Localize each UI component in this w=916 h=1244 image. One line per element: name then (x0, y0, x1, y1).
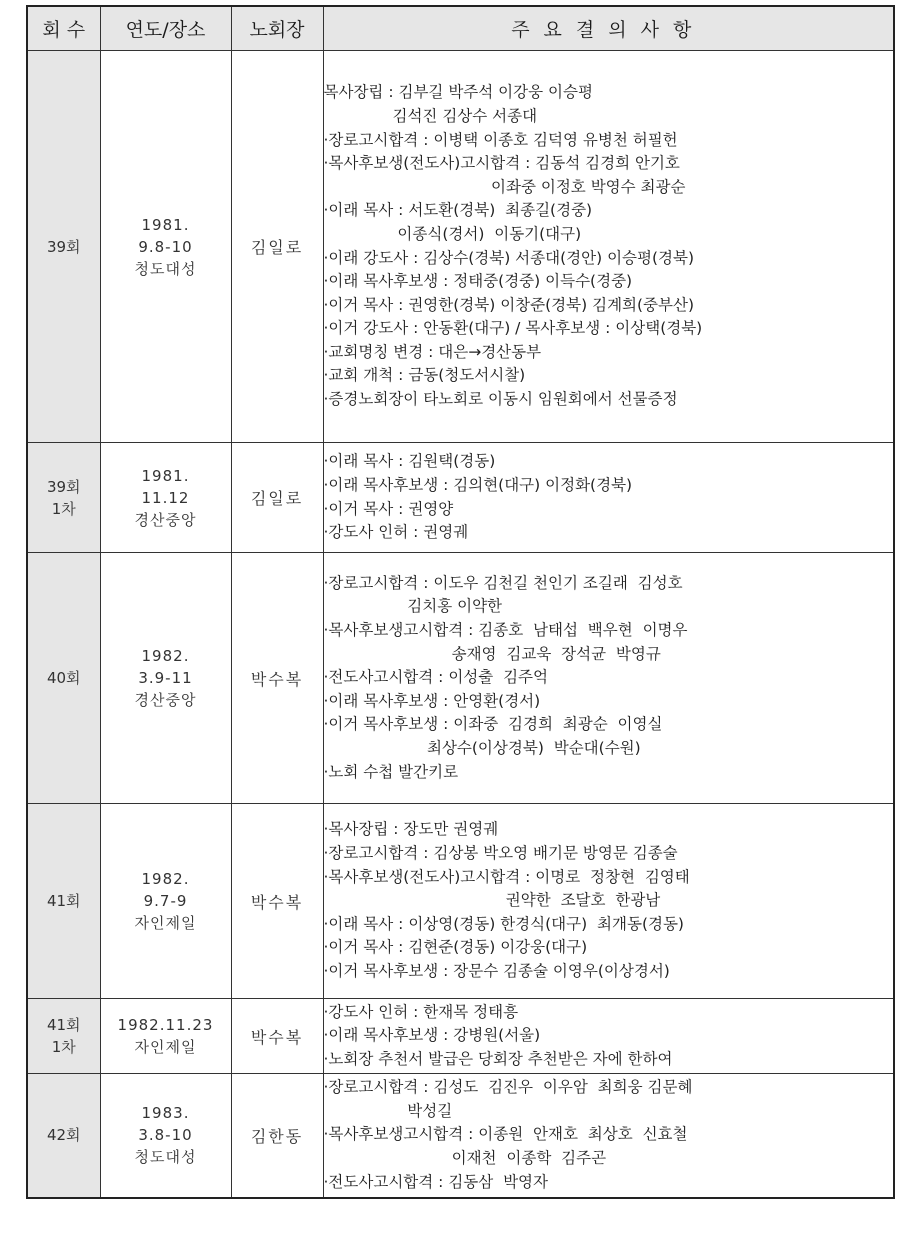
decision-line: ·증경노회장이 타노회로 이동시 임원회에서 선물증정 (323, 390, 678, 409)
date-place-text: 1981. (141, 215, 190, 234)
decision-line: ·교회 개척 : 금동(청도서시찰) (323, 366, 526, 385)
decision-line: ·이래 목사 : 김원택(경동) (323, 452, 496, 471)
date-place-text: 경산중앙 (134, 510, 197, 529)
round-text: 41회 (46, 892, 81, 910)
decision-line: ·장로고시합격 : 김상봉 박오영 배기문 방영문 김종술 (323, 844, 678, 863)
decision-line: ·이거 목사 : 김현준(경동) 이강웅(대구) (323, 938, 588, 957)
decision-line: ·장로고시합격 : 이병택 이종호 김덕영 유병천 허필헌 (323, 130, 678, 149)
decision-line: 목사장립 : 김부길 박주석 이강웅 이승평 (323, 83, 593, 102)
decision-line: ·이거 목사후보생 : 장문수 김종술 이영우(이상경서) (323, 961, 670, 980)
date-place-cell (100, 1074, 231, 1198)
date-place-text: 청도대성 (134, 259, 197, 278)
header-date-place: 연도/장소 (100, 6, 231, 51)
round-text: 39회 (46, 237, 81, 256)
date-place-text: 청도대성 (134, 1148, 197, 1167)
date-place-text: 1983. (141, 1104, 190, 1123)
decision-line: 송재영 김교욱 장석균 박영규 (323, 644, 661, 663)
decision-line: ·강도사 인허 : 한재목 정태흥 (323, 1002, 519, 1021)
header-moderator: 노회장 (231, 6, 323, 51)
decision-line: 김치홍 이약한 (323, 597, 503, 616)
round-cell (27, 443, 100, 553)
table-row (27, 51, 894, 443)
round-text: 39회 (46, 477, 81, 496)
decisions-cell (323, 804, 894, 999)
date-place-text: 11.12 (141, 488, 190, 507)
round-cell (27, 804, 100, 999)
assembly-minutes-table (26, 5, 895, 1199)
round-cell (27, 999, 100, 1074)
round-text: 1차 (51, 1038, 76, 1056)
round-text: 42회 (46, 1126, 81, 1145)
decision-line: 박성길 (323, 1101, 453, 1120)
decision-line: 최상수(이상경북) 박순대(수원) (323, 738, 641, 757)
table-row (27, 1074, 894, 1198)
table-header (27, 6, 894, 51)
header-row (27, 6, 894, 51)
date-place-cell (100, 51, 231, 443)
decision-line: ·이래 목사후보생 : 안영환(경서) (323, 691, 541, 710)
decision-line: ·이거 목사 : 권영양 (323, 499, 454, 518)
date-place-text: 경산중앙 (134, 691, 197, 709)
round-text: 1차 (51, 499, 76, 518)
decision-line: 이좌중 이정호 박영수 최광순 (323, 177, 686, 196)
decisions-cell (323, 999, 894, 1074)
date-place-text: 9.8-10 (138, 237, 193, 256)
round-text: 40회 (46, 669, 81, 687)
date-place-text: 자인제일 (134, 914, 197, 932)
decisions-cell (323, 553, 894, 804)
decision-line: 김석진 김상수 서종대 (323, 106, 538, 125)
decision-line: ·목사후보생고시합격 : 김종호 남태섭 백우현 이명우 (323, 621, 688, 640)
decision-line: ·장로고시합격 : 이도우 김천길 천인기 조길래 김성호 (323, 573, 683, 592)
table-row (27, 443, 894, 553)
decision-line: ·이래 목사 : 서도환(경북) 최종길(경중) (323, 201, 593, 220)
decision-line: ·목사후보생고시합격 : 이종원 안재호 최상호 신효철 (323, 1125, 688, 1144)
decision-line: ·이거 강도사 : 안동환(대구) / 목사후보생 : 이상택(경북) (323, 319, 703, 338)
decision-line: ·노회장 추천서 발급은 당회장 추천받은 자에 한하여 (323, 1049, 673, 1068)
date-place-text: 1981. (141, 466, 190, 485)
date-place-cell (100, 804, 231, 999)
decision-line: ·목사후보생(전도사)고시합격 : 이명로 정창현 김영태 (323, 867, 690, 886)
decision-line: ·이거 목사후보생 : 이좌중 김경희 최광순 이영실 (323, 715, 663, 734)
round-text: 41회 (46, 1016, 81, 1034)
date-place-cell (100, 999, 231, 1074)
table-row (27, 553, 894, 804)
decision-line: ·이거 목사 : 권영한(경북) 이창준(경북) 김계희(중부산) (323, 295, 695, 314)
round-cell (27, 51, 100, 443)
decision-line: ·전도사고시합격 : 김동삼 박영자 (323, 1172, 549, 1191)
moderator-cell: 박수복 (231, 553, 323, 804)
decision-line: ·이래 강도사 : 김상수(경북) 서종대(경안) 이승평(경북) (323, 248, 695, 267)
decision-line: ·이래 목사후보생 : 김의현(대구) 이정화(경북) (323, 475, 633, 494)
decisions-cell (323, 51, 894, 443)
date-place-text: 9.7-9 (143, 892, 188, 910)
decision-line: ·목사장립 : 장도만 권영궤 (323, 820, 499, 839)
decision-line: ·이래 목사후보생 : 강병원(서울) (323, 1026, 541, 1045)
decision-line: ·이래 목사 : 이상영(경동) 한경식(대구) 최개동(경동) (323, 914, 684, 933)
date-place-text: 1982. (141, 870, 190, 888)
header-decisions: 주요결의사항 (323, 6, 894, 51)
round-cell (27, 553, 100, 804)
moderator-cell: 김한동 (231, 1074, 323, 1198)
date-place-text: 3.9-11 (138, 669, 193, 687)
decision-line: ·목사후보생(전도사)고시합격 : 김동석 김경희 안기호 (323, 154, 680, 173)
decision-line: ·노회 수첩 발간키로 (323, 762, 459, 781)
decision-line: 이종식(경서) 이동기(대구) (323, 224, 582, 243)
decision-line: ·이래 목사후보생 : 정태중(경중) 이득수(경중) (323, 272, 633, 291)
decision-line: ·장로고시합격 : 김성도 김진우 이우암 최희웅 김문혜 (323, 1078, 693, 1097)
decisions-cell (323, 1074, 894, 1198)
table-row (27, 999, 894, 1074)
table-row (27, 804, 894, 999)
decision-line: ·강도사 인허 : 권영궤 (323, 523, 469, 542)
date-place-text: 1982.11.23 (117, 1016, 214, 1034)
date-place-cell (100, 553, 231, 804)
decision-line: 이재천 이종학 김주곤 (323, 1149, 607, 1168)
date-place-text: 3.8-10 (138, 1126, 193, 1145)
decisions-cell (323, 443, 894, 553)
round-cell (27, 1074, 100, 1198)
date-place-text: 자인제일 (134, 1038, 197, 1056)
moderator-cell: 박수복 (231, 804, 323, 999)
decision-line: ·전도사고시합격 : 이성출 김주억 (323, 668, 549, 687)
moderator-cell: 김일로 (231, 443, 323, 553)
moderator-cell: 박수복 (231, 999, 323, 1074)
decision-line: 권약한 조달호 한광남 (323, 891, 661, 910)
date-place-text: 1982. (141, 647, 190, 665)
moderator-cell: 김일로 (231, 51, 323, 443)
table-body (27, 51, 894, 1198)
header-round: 회 수 (27, 6, 100, 51)
decision-line: ·교회명칭 변경 : 대은→경산동부 (323, 342, 542, 361)
date-place-cell (100, 443, 231, 553)
